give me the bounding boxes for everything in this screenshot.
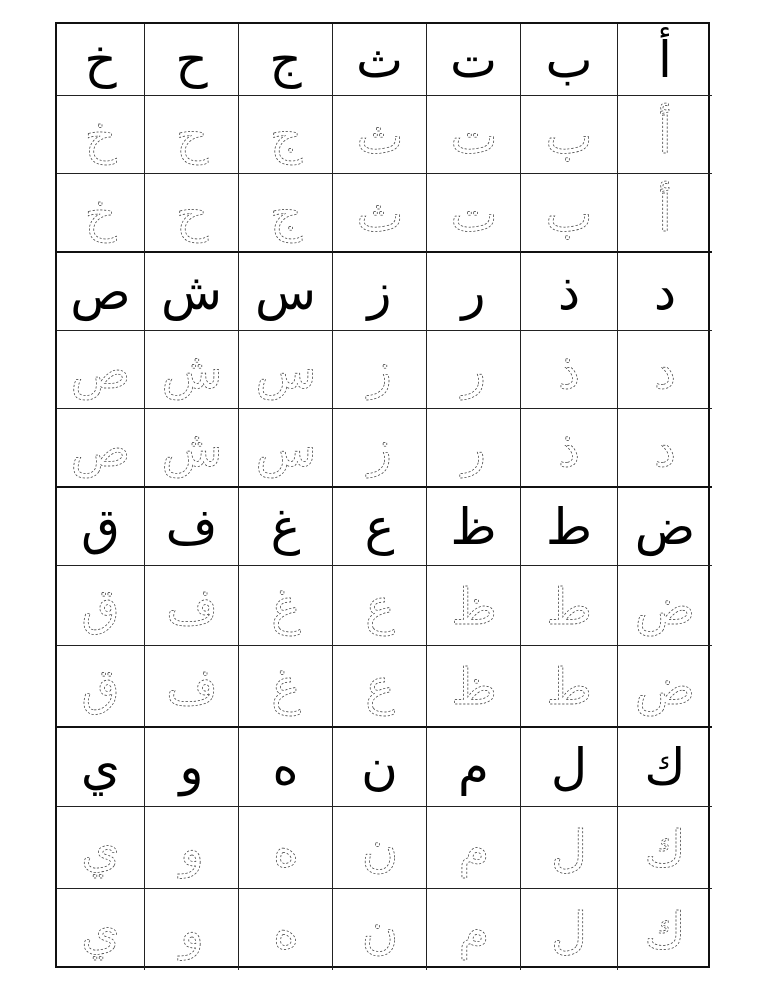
traceable-letter: خ: [84, 106, 117, 165]
traceable-letter: ظ: [450, 577, 497, 636]
grid-cell: [145, 566, 239, 646]
grid-cell: [333, 566, 427, 646]
grid-cell: [333, 646, 427, 728]
solid-letter: ت: [449, 30, 498, 89]
traceable-letter: ل: [550, 819, 588, 878]
grid-cell: [618, 488, 712, 566]
grid-cell: [427, 646, 521, 728]
traceable-letter: أ: [658, 106, 672, 165]
traceable-letter: ر: [461, 341, 486, 400]
solid-letter: ه: [272, 738, 299, 796]
grid-cell: [145, 253, 239, 331]
grid-cell: [239, 807, 333, 889]
grid-cell: [145, 24, 239, 96]
grid-cell: [145, 807, 239, 889]
grid-cell: [521, 889, 618, 970]
grid-cell: [427, 331, 521, 409]
grid-cell: [521, 409, 618, 488]
grid-cell: [333, 728, 427, 807]
traceable-letter: ل: [550, 901, 588, 960]
grid-cell: [57, 96, 145, 174]
solid-letter: ض: [634, 497, 696, 556]
traceable-letter: ر: [461, 419, 486, 478]
traceable-letter: و: [179, 901, 204, 960]
grid-cell: [239, 728, 333, 807]
solid-letter: خ: [84, 30, 117, 89]
grid-cell: [57, 409, 145, 488]
grid-cell: [239, 96, 333, 174]
solid-letter: س: [254, 262, 317, 321]
grid-cell: [618, 96, 712, 174]
grid-cell: [239, 646, 333, 728]
grid-cell: [618, 889, 712, 970]
traceable-letter: ج: [269, 184, 302, 243]
solid-letter: ي: [80, 738, 121, 796]
grid-cell: [427, 566, 521, 646]
grid-cell: [145, 96, 239, 174]
solid-letter: ك: [644, 738, 686, 796]
solid-letter: ب: [545, 30, 593, 89]
traceable-letter: ض: [634, 577, 696, 636]
traceable-letter: و: [179, 819, 204, 878]
traceable-letter: ت: [449, 184, 498, 243]
grid-cell: [57, 728, 145, 807]
grid-cell: [521, 807, 618, 889]
traceable-letter: ش: [160, 419, 223, 478]
grid-cell: [239, 253, 333, 331]
grid-cell: [57, 174, 145, 253]
grid-cell: [521, 646, 618, 728]
grid-cell: [618, 409, 712, 488]
solid-letter: ر: [461, 262, 486, 321]
solid-letter: غ: [270, 497, 301, 556]
grid-cell: [239, 174, 333, 253]
traceable-letter: م: [458, 901, 489, 960]
traceable-letter: ه: [272, 901, 299, 960]
traceable-letter: د: [653, 341, 677, 400]
traceable-letter: ث: [355, 106, 404, 165]
grid-cell: [239, 331, 333, 409]
solid-letter: ذ: [557, 262, 581, 321]
traceable-letter: ع: [364, 577, 395, 636]
grid-cell: [145, 174, 239, 253]
grid-cell: [333, 253, 427, 331]
grid-cell: [521, 174, 618, 253]
traceable-letter: ف: [165, 577, 218, 636]
traceable-letter: ج: [269, 106, 302, 165]
grid-cell: [57, 889, 145, 970]
traceable-letter: ف: [165, 658, 218, 716]
traceable-letter: ح: [175, 106, 208, 165]
solid-letter: ز: [367, 262, 392, 321]
grid-cell: [521, 253, 618, 331]
solid-letter: ح: [175, 30, 208, 89]
traceable-letter: ذ: [557, 419, 581, 478]
traceable-letter: ز: [367, 419, 392, 478]
grid-cell: [427, 409, 521, 488]
solid-letter: ش: [160, 262, 223, 321]
solid-letter: و: [179, 738, 204, 796]
traceable-letter: ص: [70, 341, 131, 400]
traceable-letter: د: [653, 419, 677, 478]
grid-cell: [427, 488, 521, 566]
grid-cell: [427, 96, 521, 174]
solid-letter: ج: [269, 30, 302, 89]
grid-cell: [618, 253, 712, 331]
solid-letter: ل: [550, 738, 588, 796]
traceable-letter: أ: [658, 184, 672, 243]
traceable-letter: ه: [272, 819, 299, 878]
grid-cell: [618, 331, 712, 409]
traceable-letter: ب: [545, 106, 593, 165]
grid-cell: [427, 174, 521, 253]
grid-cell: [618, 174, 712, 253]
grid-cell: [239, 488, 333, 566]
grid-cell: [57, 646, 145, 728]
grid-cell: [57, 24, 145, 96]
traceable-letter: ب: [545, 184, 593, 243]
letter-tracing-grid: [55, 22, 710, 968]
grid-cell: [618, 566, 712, 646]
grid-cell: [427, 807, 521, 889]
traceable-letter: ي: [81, 819, 120, 878]
traceable-letter: ك: [644, 819, 686, 878]
grid-cell: [239, 889, 333, 970]
traceable-letter: م: [458, 819, 489, 878]
traceable-letter: ص: [70, 419, 131, 478]
grid-cell: [57, 807, 145, 889]
traceable-letter: ز: [367, 341, 392, 400]
solid-letter: ن: [361, 738, 398, 796]
grid-cell: [333, 96, 427, 174]
traceable-letter: ن: [361, 819, 398, 878]
solid-letter: ظ: [450, 497, 497, 556]
grid-cell: [145, 488, 239, 566]
grid-cell: [145, 728, 239, 807]
grid-cell: [57, 566, 145, 646]
traceable-letter: س: [254, 341, 317, 400]
traceable-letter: ي: [81, 901, 120, 960]
traceable-letter: ط: [545, 658, 593, 716]
traceable-letter: ت: [449, 106, 498, 165]
grid-cell: [521, 728, 618, 807]
traceable-letter: ش: [160, 341, 223, 400]
traceable-letter: ك: [644, 901, 686, 960]
grid-cell: [427, 889, 521, 970]
solid-letter: ق: [81, 497, 120, 556]
traceable-letter: ض: [634, 658, 696, 716]
grid-cell: [333, 807, 427, 889]
grid-cell: [333, 24, 427, 96]
solid-letter: ف: [165, 497, 218, 556]
solid-letter: ط: [545, 497, 593, 556]
grid-cell: [618, 728, 712, 807]
grid-cell: [145, 409, 239, 488]
solid-letter: ع: [364, 497, 395, 556]
solid-letter: د: [653, 262, 677, 321]
solid-letter: ث: [355, 30, 404, 89]
solid-letter: ص: [70, 262, 131, 321]
traceable-letter: ث: [355, 184, 404, 243]
grid-cell: [618, 807, 712, 889]
grid-cell: [239, 566, 333, 646]
grid-cell: [521, 566, 618, 646]
grid-cell: [333, 174, 427, 253]
grid-cell: [618, 646, 712, 728]
traceable-letter: ظ: [450, 658, 497, 716]
traceable-letter: س: [254, 419, 317, 478]
grid-cell: [521, 96, 618, 174]
grid-cell: [57, 253, 145, 331]
grid-cell: [521, 24, 618, 96]
traceable-letter: غ: [270, 658, 301, 716]
grid-cell: [145, 889, 239, 970]
grid-cell: [239, 409, 333, 488]
grid-cell: [521, 331, 618, 409]
grid-cell: [57, 331, 145, 409]
solid-letter: أ: [658, 30, 672, 89]
grid-cell: [239, 24, 333, 96]
traceable-letter: خ: [84, 184, 117, 243]
traceable-letter: ح: [175, 184, 208, 243]
traceable-letter: ن: [361, 901, 398, 960]
grid-cell: [333, 331, 427, 409]
grid-cell: [145, 331, 239, 409]
grid-cell: [427, 253, 521, 331]
traceable-letter: ق: [81, 577, 120, 636]
traceable-letter: ق: [81, 657, 120, 716]
traceable-letter: ع: [364, 658, 395, 716]
grid-cell: [427, 24, 521, 96]
grid-cell: [145, 646, 239, 728]
grid-cell: [333, 488, 427, 566]
grid-cell: [521, 488, 618, 566]
solid-letter: م: [458, 738, 489, 796]
grid-cell: [333, 409, 427, 488]
traceable-letter: ذ: [557, 341, 581, 400]
grid-cell: [57, 488, 145, 566]
grid-cell: [427, 728, 521, 807]
traceable-letter: غ: [270, 577, 301, 636]
traceable-letter: ط: [545, 577, 593, 636]
grid-cell: [618, 24, 712, 96]
grid-cell: [333, 889, 427, 970]
